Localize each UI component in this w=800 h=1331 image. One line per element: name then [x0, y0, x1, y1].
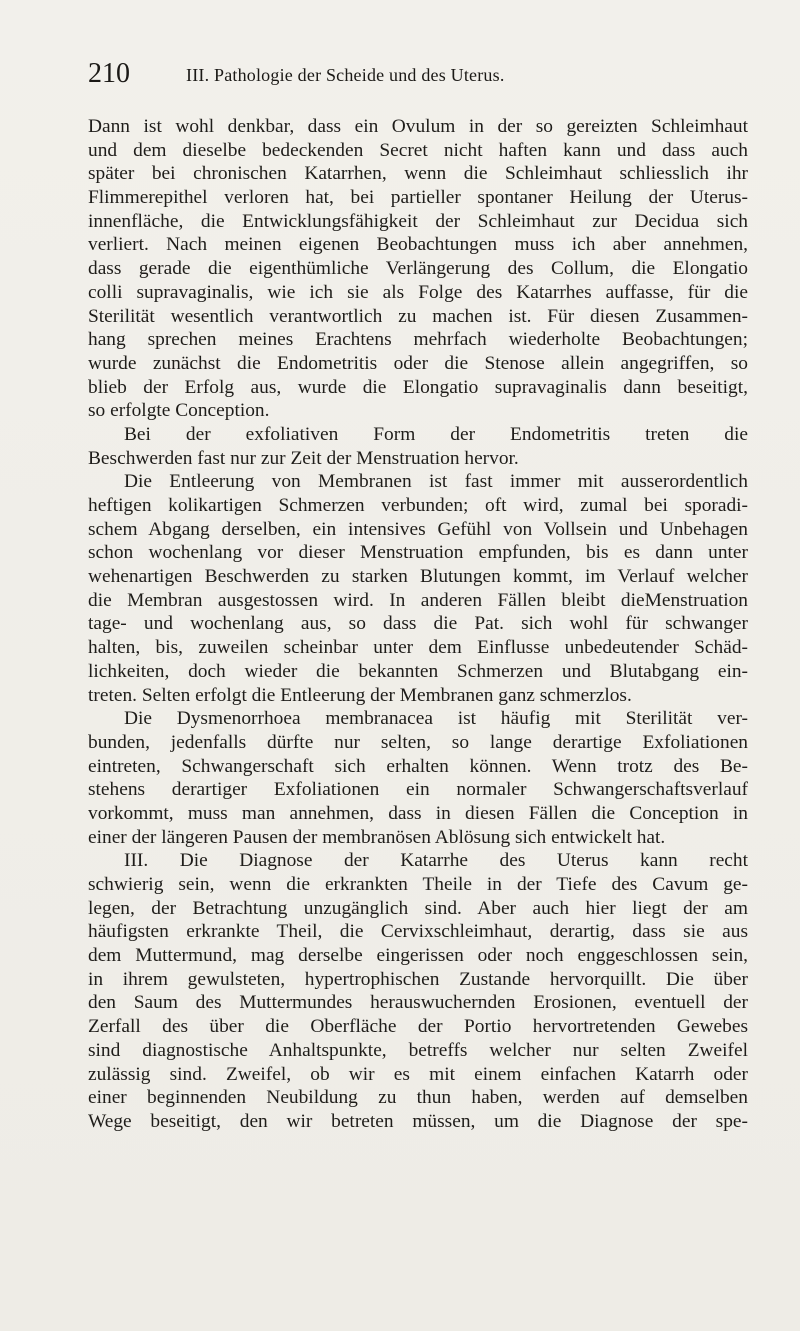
text-line: in ihrem gewulsteten, hypertrophischen Zustande hervorquillt. Die über	[88, 968, 748, 990]
text-line: häufigsten erkrankte Theil, die Cervixschleimhaut, derartig, dass sie aus	[88, 921, 748, 943]
text-line: Zerfall des über die Oberfläche der Portio hervortretenden Gewebes	[88, 1016, 748, 1038]
text-line: III. Die Diagnose der Katarrhe des Uterus kann recht	[124, 850, 748, 872]
text-line: Sterilität wesentlich verantwortlich zu machen ist. Für diesen Zusammen-	[88, 305, 748, 327]
page-number: 210	[88, 58, 130, 89]
text-line: treten. Selten erfolgt die Entleerung der Membranen ganz schmerzlos.	[88, 684, 632, 706]
text-line: schon wochenlang vor dieser Menstruation empfunden, bis es dann unter	[88, 542, 748, 564]
text-line: dass gerade die eigenthümliche Verlängerung des Collum, die Elongatio	[88, 258, 748, 280]
text-line: colli supravaginalis, wie ich sie als Folge des Katarrhes auffasse, für die	[88, 281, 748, 303]
page-header	[88, 56, 748, 92]
text-line: einer beginnenden Neubildung zu thun haben, werden auf demselben	[88, 1087, 748, 1109]
text-line: tage- und wochenlang aus, so dass die Pat. sich wohl für schwanger	[88, 613, 748, 635]
text-line: Beschwerden fast nur zur Zeit der Menstruation hervor.	[88, 447, 519, 469]
text-line: Wege beseitigt, den wir betreten müssen, um die Diagnose der spe-	[88, 1110, 748, 1132]
running-title: III. Pathologie der Scheide und des Uterus.	[186, 65, 505, 85]
text-line: den Saum des Muttermundes herauswuchernden Erosionen, eventuell der	[88, 992, 748, 1014]
text-line: wurde zunächst die Endometritis oder die Stenose allein angegriffen, so	[88, 352, 748, 374]
text-line: heftigen kolikartigen Schmerzen verbunden; oft wird, zumal bei sporadi-	[88, 495, 748, 516]
text-line: innenfläche, die Entwicklungsfähigkeit der Schleimhaut zur Decidua sich	[88, 210, 748, 232]
text-line: schem Abgang derselben, ein intensives Gefühl von Vollsein und Unbehagen	[88, 518, 748, 540]
text-line: die Membran ausgestossen wird. In anderen Fällen bleibt dieMenstruation	[88, 589, 748, 611]
text-line: Die Dysmenorrhoea membranacea ist häufig mit Sterilität ver-	[124, 708, 748, 730]
text-line: Flimmerepithel verloren hat, bei partieller spontaner Heilung der Uterus-	[88, 187, 748, 209]
text-line: hang sprechen meines Erachtens mehrfach wiederholte Beobachtungen;	[88, 329, 748, 351]
body-text	[88, 115, 748, 1134]
text-line: so erfolgte Conception.	[88, 400, 270, 422]
text-line: blieb der Erfolg aus, wurde die Elongatio supravaginalis dann beseitigt,	[88, 376, 748, 398]
text-line: zulässig sind. Zweifel, ob wir es mit einem einfachen Katarrh oder	[88, 1063, 748, 1085]
text-line: sind diagnostische Anhaltspunkte, betreffs welcher nur selten Zweifel	[88, 1039, 748, 1061]
text-line: Bei der exfoliativen Form der Endometritis treten die	[124, 423, 748, 445]
text-line: dem Muttermund, mag derselbe eingerissen oder noch enggeschlossen sein,	[88, 945, 748, 967]
text-line: legen, der Betrachtung unzugänglich sind. Aber auch hier liegt der am	[88, 897, 748, 919]
text-line: einer der längeren Pausen der membranösen Ablösung sich entwickelt hat.	[88, 826, 666, 848]
text-line: Die Entleerung von Membranen ist fast immer mit ausserordentlich	[124, 471, 748, 493]
text-line: stehens derartiger Exfoliationen ein normaler Schwangerschaftsverlauf	[88, 779, 748, 801]
text-line: wehenartigen Beschwerden zu starken Blutungen kommt, im Verlauf welcher	[88, 566, 748, 588]
text-line: später bei chronischen Katarrhen, wenn die Schleimhaut schliesslich ihr	[88, 163, 748, 185]
text-line: Dann ist wohl denkbar, dass ein Ovulum in der so gereizten Schleimhaut	[88, 116, 748, 137]
text-line: und dem dieselbe bedeckenden Secret nicht haften kann und dass auch	[88, 139, 748, 161]
text-line: eintreten, Schwangerschaft sich erhalten können. Wenn trotz des Be-	[88, 755, 748, 777]
text-line: halten, bis, zuweilen scheinbar unter dem Einflusse unbedeutender Schäd-	[88, 637, 748, 659]
text-line: schwierig sein, wenn die erkrankten Theile in der Tiefe des Cavum ge-	[88, 874, 748, 895]
text-line: bunden, jedenfalls dürfte nur selten, so lange derartige Exfoliationen	[88, 731, 748, 753]
text-line: vorkommt, muss man annehmen, dass in diesen Fällen die Conception in	[88, 802, 748, 824]
text-line: lichkeiten, doch wieder die bekannten Schmerzen und Blutabgang ein-	[88, 660, 748, 682]
text-line: verliert. Nach meinen eigenen Beobachtungen muss ich aber annehmen,	[88, 234, 748, 256]
